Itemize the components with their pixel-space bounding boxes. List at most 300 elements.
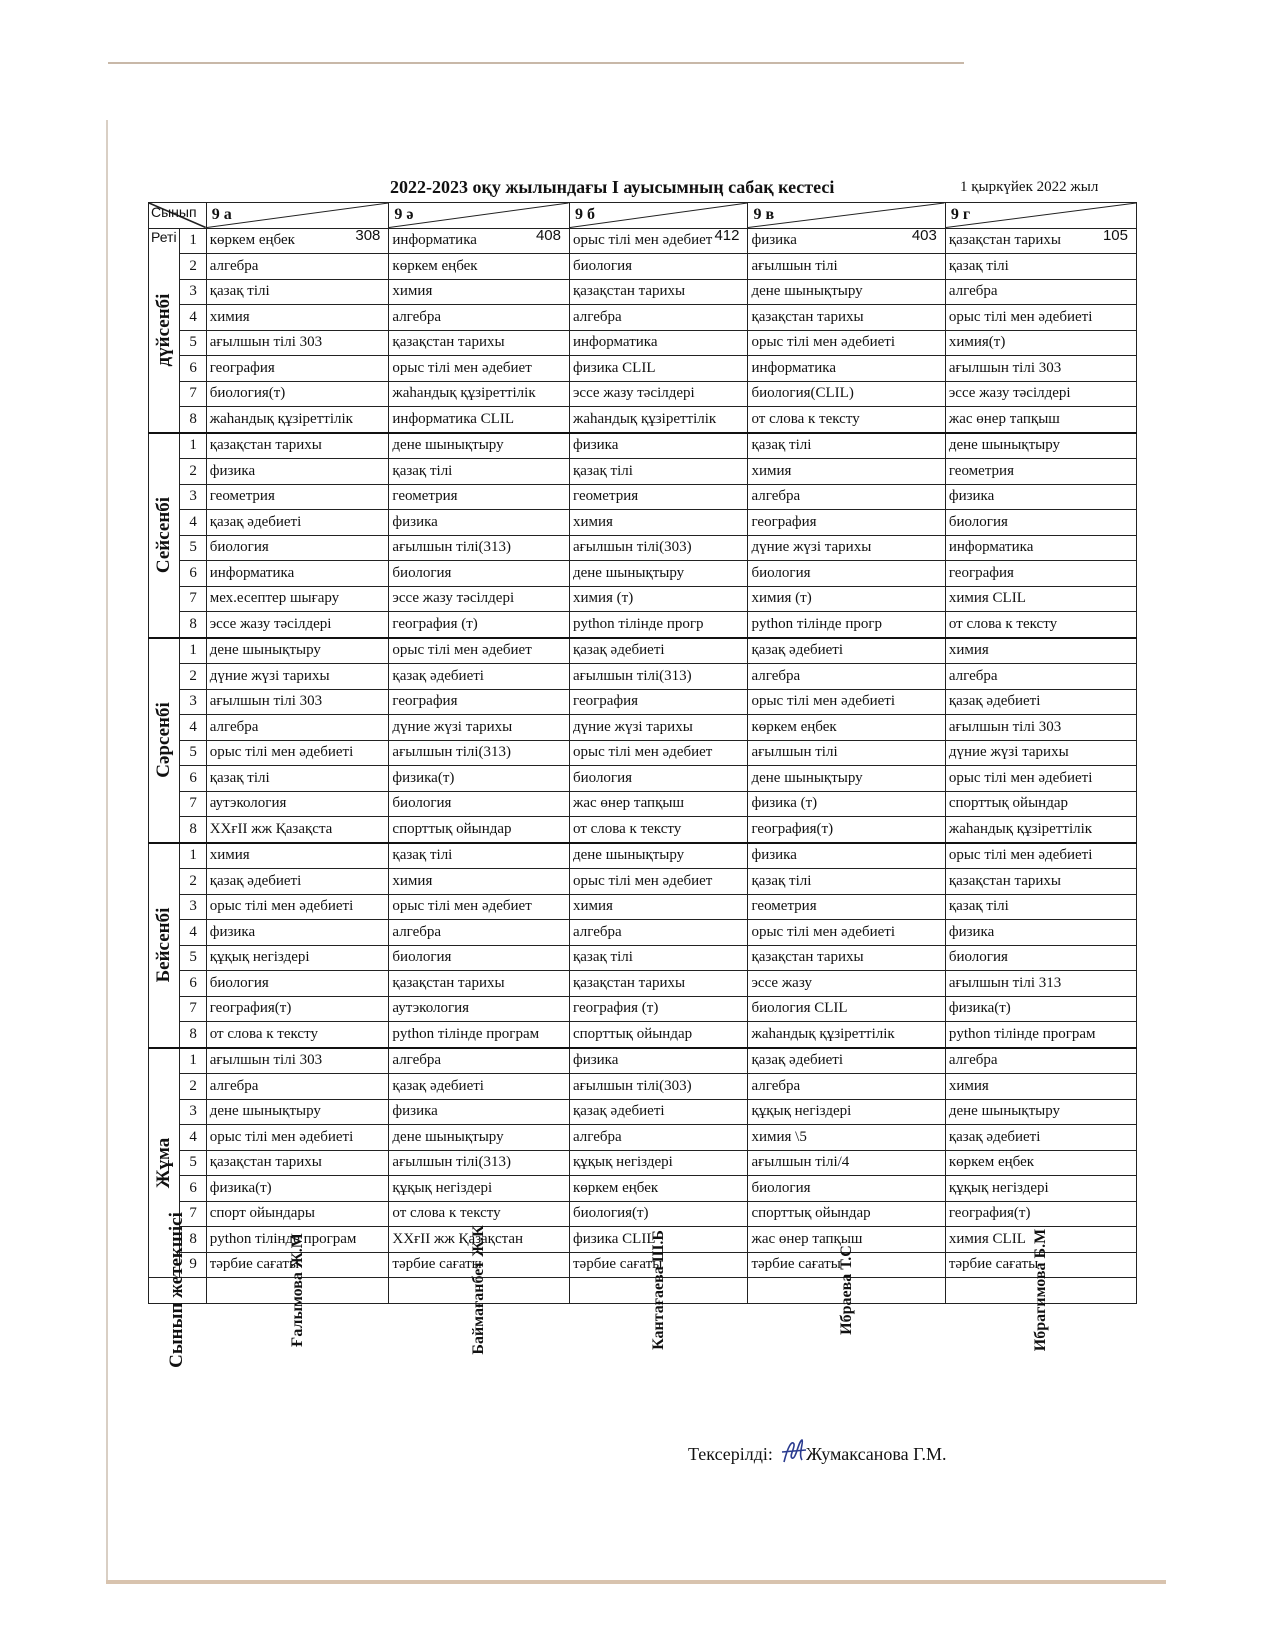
paper-left-edge (106, 120, 108, 1580)
lesson-row (149, 228, 1137, 254)
subject-cell: эссе жазу тәсілдері (389, 586, 570, 612)
subject-cell: биология (569, 766, 747, 792)
subject-cell: ағылшын тілі(303) (569, 1074, 747, 1100)
subject-cell: орыс тілі мен әдебиеті (945, 305, 1136, 331)
lesson-number: 2 (180, 664, 206, 690)
subject-cell: қазақстан тарихы (748, 945, 945, 971)
class-name: 9 ә (394, 206, 414, 223)
diagonal-line (570, 203, 747, 228)
teacher-name: Баймағанбет Ж.К (470, 1225, 488, 1355)
class-room: 412 (714, 227, 740, 244)
document-date: 1 қыркүйек 2022 жыл (960, 179, 1099, 195)
subject-cell: геометрия (569, 484, 747, 510)
subject-cell: химия \5 (748, 1125, 945, 1151)
subject-cell: қазақ әдебиеті (569, 1099, 747, 1125)
lesson-number: 3 (180, 689, 206, 715)
subject-cell: тәрбие сағаты (206, 1252, 389, 1278)
subject-cell: биология(т) (569, 1201, 747, 1227)
lesson-row (149, 996, 1137, 1022)
lesson-number: 2 (180, 254, 206, 280)
subject-cell: биология (569, 254, 747, 280)
subject-cell: python тілінде прогр (569, 612, 747, 638)
lesson-row (149, 433, 1137, 459)
subject-cell: алгебра (389, 920, 570, 946)
subject-cell: биология (206, 535, 389, 561)
subject-cell: дене шынықтыру (945, 1099, 1136, 1125)
subject-cell: биология(CLIL) (748, 381, 945, 407)
subject-cell: қазақ тілі (945, 254, 1136, 280)
subject-cell: көркем еңбек (748, 715, 945, 741)
subject-cell: география(т) (945, 1201, 1136, 1227)
subject-cell: қазақстан тарихы (569, 971, 747, 997)
day-name: Бейсенбі (153, 907, 175, 983)
lesson-row (149, 638, 1137, 664)
subject-cell: алгебра (569, 1125, 747, 1151)
subject-cell: физика (945, 920, 1136, 946)
lesson-row (149, 715, 1137, 741)
subject-cell: қазақ әдебиеті (748, 638, 945, 664)
subject-cell: география (389, 689, 570, 715)
subject-cell: дене шынықтыру (569, 843, 747, 869)
lesson-number: 1 (180, 1048, 206, 1074)
subject-cell: химия (389, 869, 570, 895)
subject-cell: қазақ тілі (389, 843, 570, 869)
lesson-number: 5 (180, 1150, 206, 1176)
lesson-number: 8 (180, 407, 206, 433)
class-name: 9 б (574, 206, 595, 223)
subject-cell: информатика (569, 330, 747, 356)
subject-cell: алгебра (945, 1048, 1136, 1074)
lesson-number: 4 (180, 305, 206, 331)
teacher-name: Ибрагимова Б.М (1031, 1229, 1049, 1352)
order-label: Реті (151, 229, 177, 245)
subject-cell: жаһандық құзіреттілік (945, 817, 1136, 843)
teacher-name: Ибраева Т.С (837, 1245, 855, 1336)
subject-cell: биология (389, 945, 570, 971)
subject-cell: химия (569, 510, 747, 536)
subject-cell: орыс тілі мен әдебиет (569, 740, 747, 766)
diagonal-line (207, 203, 389, 228)
subject-cell: орыс тілі мен әдебиет (389, 356, 570, 382)
subject-cell: орыс тілі мен әдебиет (569, 869, 747, 895)
diagonal-line (946, 203, 1136, 228)
subject-cell: жас өнер тапқыш (569, 791, 747, 817)
schedule-table (148, 202, 1137, 1369)
subject-cell: алгебра (389, 305, 570, 331)
subject-cell: информатика (206, 561, 389, 587)
lesson-row (149, 894, 1137, 920)
day-cell (149, 843, 180, 1048)
subject-cell: python тілінде програм (945, 1022, 1136, 1048)
subject-cell: спорттық ойындар (945, 791, 1136, 817)
subject-cell: алгебра (945, 664, 1136, 690)
subject-cell: физика (569, 1048, 747, 1074)
lesson-number: 3 (180, 279, 206, 305)
lesson-row (149, 459, 1137, 485)
subject-cell: ағылшын тілі/4 (748, 1150, 945, 1176)
lesson-number: 6 (180, 766, 206, 792)
teacher-name: Ғалымова Ж.М (288, 1233, 306, 1348)
lesson-row (149, 586, 1137, 612)
lesson-row (149, 254, 1137, 280)
subject-cell: биология (945, 945, 1136, 971)
subject-cell: құқық негіздері (945, 1176, 1136, 1202)
subject-cell: география (748, 510, 945, 536)
subject-cell: биология (945, 510, 1136, 536)
subject-cell: дене шынықтыру (389, 1125, 570, 1151)
paper-top-edge (108, 62, 964, 64)
lesson-row (149, 510, 1137, 536)
lesson-number: 5 (180, 330, 206, 356)
lesson-row (149, 1176, 1137, 1202)
subject-cell: дүние жүзі тарихы (748, 535, 945, 561)
subject-cell: қазақ әдебиеті (945, 689, 1136, 715)
day-cell (149, 433, 180, 638)
lesson-number: 8 (180, 612, 206, 638)
subject-cell: физика (389, 510, 570, 536)
subject-cell: дүние жүзі тарихы (389, 715, 570, 741)
subject-cell: физика(т) (945, 996, 1136, 1022)
subject-cell: физика (748, 843, 945, 869)
lesson-row (149, 1125, 1137, 1151)
subject-cell: геометрия (389, 484, 570, 510)
subject-cell: дене шынықтыру (945, 433, 1136, 459)
subject-cell: жаһандық құзіреттілік (206, 407, 389, 433)
document-title: 2022-2023 оқу жылындағы І ауысымның сабақ кестесі (390, 177, 835, 197)
subject-cell: ағылшын тілі 303 (945, 715, 1136, 741)
lesson-number: 7 (180, 1201, 206, 1227)
subject-cell: ағылшын тілі(313) (569, 664, 747, 690)
lesson-number: 4 (180, 510, 206, 536)
subject-cell: геометрия (206, 484, 389, 510)
day-cell (149, 228, 180, 433)
subject-cell: ағылшын тілі(303) (569, 535, 747, 561)
subject-cell: физика(т) (389, 766, 570, 792)
lesson-row (149, 561, 1137, 587)
subject-cell: қазақ тілі (206, 766, 389, 792)
lesson-number: 7 (180, 586, 206, 612)
subject-cell: дене шынықтыру (206, 638, 389, 664)
subject-cell: ағылшын тілі(313) (389, 1150, 570, 1176)
subject-cell: эссе жазу тәсілдері (569, 381, 747, 407)
subject-cell: физика (748, 228, 945, 254)
subject-cell: қазақ тілі (569, 459, 747, 485)
lesson-row (149, 279, 1137, 305)
subject-cell: география (т) (569, 996, 747, 1022)
subject-cell: қазақ әдебиеті (206, 510, 389, 536)
class-name: 9 в (753, 206, 775, 223)
subject-cell: орыс тілі мен әдебиеті (206, 894, 389, 920)
subject-cell: мех.есептер шығару (206, 586, 389, 612)
subject-cell: жас өнер тапқыш (748, 1227, 945, 1253)
lesson-row (149, 330, 1137, 356)
subject-cell: физика (206, 920, 389, 946)
subject-cell: орыс тілі мен әдебиеті (748, 689, 945, 715)
subject-cell: қазақстан тарихы (206, 433, 389, 459)
subject-cell: от слова к тексту (945, 612, 1136, 638)
subject-cell: ағылшын тілі 303 (945, 356, 1136, 382)
subject-cell: тәрбие сағаты (389, 1252, 570, 1278)
subject-cell: ағылшын тілі(313) (389, 535, 570, 561)
lesson-number: 6 (180, 1176, 206, 1202)
subject-cell: орыс тілі мен әдебиеті (206, 1125, 389, 1151)
subject-cell: қазақстан тарихы (945, 869, 1136, 895)
subject-cell: алгебра (206, 254, 389, 280)
lesson-row (149, 869, 1137, 895)
subject-cell: физика (569, 433, 747, 459)
lesson-row (149, 664, 1137, 690)
subject-cell: ағылшын тілі (748, 740, 945, 766)
subject-cell: спорт ойындары (206, 1201, 389, 1227)
lesson-number: 8 (180, 817, 206, 843)
subject-cell: эссе жазу (748, 971, 945, 997)
subject-cell: информатика (945, 535, 1136, 561)
lesson-row (149, 791, 1137, 817)
subject-cell: химия (206, 843, 389, 869)
lesson-number: 1 (180, 638, 206, 664)
lesson-row (149, 407, 1137, 433)
subject-cell: алгебра (569, 305, 747, 331)
lesson-number: 2 (180, 459, 206, 485)
subject-cell: информатика (389, 228, 570, 254)
subject-cell: дүние жүзі тарихы (206, 664, 389, 690)
subject-cell: химия (206, 305, 389, 331)
subject-cell: қазақстан тарихы (206, 1150, 389, 1176)
subject-cell: химия (945, 638, 1136, 664)
subject-cell: биология (206, 971, 389, 997)
subject-cell: биология (748, 1176, 945, 1202)
subject-cell: химия (748, 459, 945, 485)
lesson-number: 7 (180, 996, 206, 1022)
subject-cell: от слова к тексту (748, 407, 945, 433)
lesson-row (149, 689, 1137, 715)
subject-cell: дене шынықтыру (748, 279, 945, 305)
subject-cell: алгебра (748, 1074, 945, 1100)
subject-cell: алгебра (748, 664, 945, 690)
lesson-row (149, 740, 1137, 766)
lesson-row (149, 920, 1137, 946)
lesson-number: 4 (180, 920, 206, 946)
subject-cell: алгебра (389, 1048, 570, 1074)
subject-cell: алгебра (748, 484, 945, 510)
day-name: Жұма (153, 1137, 175, 1189)
subject-cell: физика(т) (206, 1176, 389, 1202)
subject-cell: геометрия (945, 459, 1136, 485)
subject-cell: орыс тілі мен әдебиет (569, 228, 747, 254)
subject-cell: дүние жүзі тарихы (945, 740, 1136, 766)
subject-cell: қазақ тілі (569, 945, 747, 971)
subject-cell: құқық негіздері (206, 945, 389, 971)
lesson-number: 3 (180, 894, 206, 920)
lesson-number: 1 (180, 843, 206, 869)
subject-cell: орыс тілі мен әдебиеті (945, 766, 1136, 792)
subject-cell: спорттық ойындар (389, 817, 570, 843)
subject-cell: көркем еңбек (945, 1150, 1136, 1176)
subject-cell: химия (т) (748, 586, 945, 612)
subject-cell: қазақ әдебиеті (389, 664, 570, 690)
subject-cell: дене шынықтыру (389, 433, 570, 459)
diagonal-line (389, 203, 569, 228)
subject-cell: қазақ тілі (206, 279, 389, 305)
subject-cell: от слова к тексту (569, 817, 747, 843)
subject-cell: химия (945, 1074, 1136, 1100)
subject-cell: орыс тілі мен әдебиеті (748, 330, 945, 356)
subject-cell: тәрбие сағаты (748, 1252, 945, 1278)
subject-cell: дүние жүзі тарихы (569, 715, 747, 741)
subject-cell: python тілінде програм (206, 1227, 389, 1253)
subject-cell: информатика CLIL (389, 407, 570, 433)
subject-cell: химия (т) (569, 586, 747, 612)
subject-cell: қазақ тілі (945, 894, 1136, 920)
subject-cell: қазақ әдебиеті (748, 1048, 945, 1074)
lesson-number: 6 (180, 561, 206, 587)
class-name: 9 г (950, 206, 971, 223)
lesson-number: 6 (180, 971, 206, 997)
subject-cell: химия(т) (945, 330, 1136, 356)
subject-cell: аутэкология (389, 996, 570, 1022)
teacher-name: Кантағаева Ш.Б (649, 1230, 667, 1351)
subject-cell: дене шынықтыру (748, 766, 945, 792)
lesson-row (149, 1150, 1137, 1176)
subject-cell: алгебра (206, 715, 389, 741)
subject-cell: құқық негіздері (389, 1176, 570, 1202)
lesson-row (149, 484, 1137, 510)
subject-cell: от слова к тексту (206, 1022, 389, 1048)
subject-cell: химия (389, 279, 570, 305)
subject-cell: қазақ тілі (389, 459, 570, 485)
subject-cell: география(т) (748, 817, 945, 843)
lesson-number: 3 (180, 484, 206, 510)
class-room: 308 (355, 227, 381, 244)
teachers-label-cell (149, 1212, 207, 1369)
subject-cell: дене шынықтыру (569, 561, 747, 587)
subject-cell: қазақстан тарихы (389, 971, 570, 997)
subject-cell: аутэкология (206, 791, 389, 817)
lesson-row (149, 381, 1137, 407)
header-row (149, 203, 1137, 229)
subject-cell: орыс тілі мен әдебиеті (748, 920, 945, 946)
subject-cell: физика CLIL (569, 356, 747, 382)
lesson-row (149, 843, 1137, 869)
subject-cell: география (569, 689, 747, 715)
subject-cell: от слова к тексту (389, 1201, 570, 1227)
subject-cell: физика (206, 459, 389, 485)
subject-cell: орыс тілі мен әдебиеті (945, 843, 1136, 869)
subject-cell: қазақ әдебиеті (945, 1125, 1136, 1151)
subject-cell: ағылшын тілі(313) (389, 740, 570, 766)
subject-cell: орыс тілі мен әдебиет (389, 894, 570, 920)
subject-cell: география (206, 356, 389, 382)
lesson-number: 1 (180, 433, 206, 459)
subject-cell: география(т) (206, 996, 389, 1022)
subject-cell: жаһандық құзіреттілік (748, 1022, 945, 1048)
lesson-row (149, 945, 1137, 971)
subject-cell: құқық негіздері (748, 1099, 945, 1125)
class-room: 105 (1102, 227, 1128, 244)
lesson-row (149, 1048, 1137, 1074)
lesson-row (149, 817, 1137, 843)
lesson-number: 9 (180, 1252, 206, 1278)
subject-cell: алгебра (569, 920, 747, 946)
subject-cell: көркем еңбек (206, 228, 389, 254)
subject-cell: XXғII жж Қазақста (206, 817, 389, 843)
lesson-row (149, 535, 1137, 561)
subject-cell: физика (389, 1099, 570, 1125)
subject-cell: қазақ әдебиеті (389, 1074, 570, 1100)
lesson-row (149, 612, 1137, 638)
subject-cell: физика CLIL (569, 1227, 747, 1253)
lesson-number: 7 (180, 381, 206, 407)
lesson-number: 1 (180, 228, 206, 254)
lesson-number: 6 (180, 356, 206, 382)
subject-cell: информатика (748, 356, 945, 382)
subject-cell: көркем еңбек (389, 254, 570, 280)
subject-cell: python тілінде програм (389, 1022, 570, 1048)
lesson-row (149, 1022, 1137, 1048)
subject-cell: химия CLIL (945, 586, 1136, 612)
checked-name: Жумаксанова Г.М. (806, 1444, 947, 1464)
lesson-number: 5 (180, 535, 206, 561)
subject-cell: геометрия (748, 894, 945, 920)
subject-cell: қазақстан тарихы (748, 305, 945, 331)
subject-cell: химия (569, 894, 747, 920)
subject-cell: қазақстан тарихы (945, 228, 1136, 254)
lesson-row (149, 971, 1137, 997)
subject-cell: эссе жазу тәсілдері (945, 381, 1136, 407)
subject-cell: спорттық ойындар (748, 1201, 945, 1227)
subject-cell: жаһандық құзіреттілік (389, 381, 570, 407)
lesson-number: 5 (180, 945, 206, 971)
lesson-row (149, 1099, 1137, 1125)
subject-cell: орыс тілі мен әдебиет (389, 638, 570, 664)
lesson-row (149, 766, 1137, 792)
lesson-number: 2 (180, 869, 206, 895)
subject-cell: көркем еңбек (569, 1176, 747, 1202)
lesson-row (149, 305, 1137, 331)
lesson-row (149, 1201, 1137, 1227)
subject-cell: қазақстан тарихы (389, 330, 570, 356)
class-room: 408 (535, 227, 561, 244)
subject-cell: python тілінде прогр (748, 612, 945, 638)
signature-icon (780, 1436, 808, 1466)
subject-cell: биология (389, 561, 570, 587)
lesson-number: 2 (180, 1074, 206, 1100)
lesson-number: 3 (180, 1099, 206, 1125)
day-cell (149, 638, 180, 843)
subject-cell: география (т) (389, 612, 570, 638)
teachers-label: Сынып жетекшісі (166, 1212, 188, 1369)
checked-label: Тексерілді: (688, 1444, 773, 1464)
subject-cell: қазақ тілі (748, 869, 945, 895)
subject-cell: спорттық ойындар (569, 1022, 747, 1048)
subject-cell: эссе жазу тәсілдері (206, 612, 389, 638)
subject-cell: қазақ әдебиеті (569, 638, 747, 664)
subject-cell: XXғII жж Қазақстан (389, 1227, 570, 1253)
subject-cell: қазақ әдебиеті (206, 869, 389, 895)
subject-cell: химия CLIL (945, 1227, 1136, 1253)
lesson-number: 5 (180, 740, 206, 766)
subject-cell: тәрбие сағаты (945, 1252, 1136, 1278)
subject-cell: тәрбие сағаты (569, 1252, 747, 1278)
subject-cell: дене шынықтыру (206, 1099, 389, 1125)
subject-cell: алгебра (945, 279, 1136, 305)
subject-cell: ағылшын тілі 303 (206, 689, 389, 715)
paper-bottom-edge (106, 1580, 1166, 1584)
teachers-row (149, 1278, 1137, 1304)
day-name: дүйсенбі (153, 293, 175, 367)
subject-cell: биология(т) (206, 381, 389, 407)
subject-cell: ағылшын тілі 303 (206, 1048, 389, 1074)
